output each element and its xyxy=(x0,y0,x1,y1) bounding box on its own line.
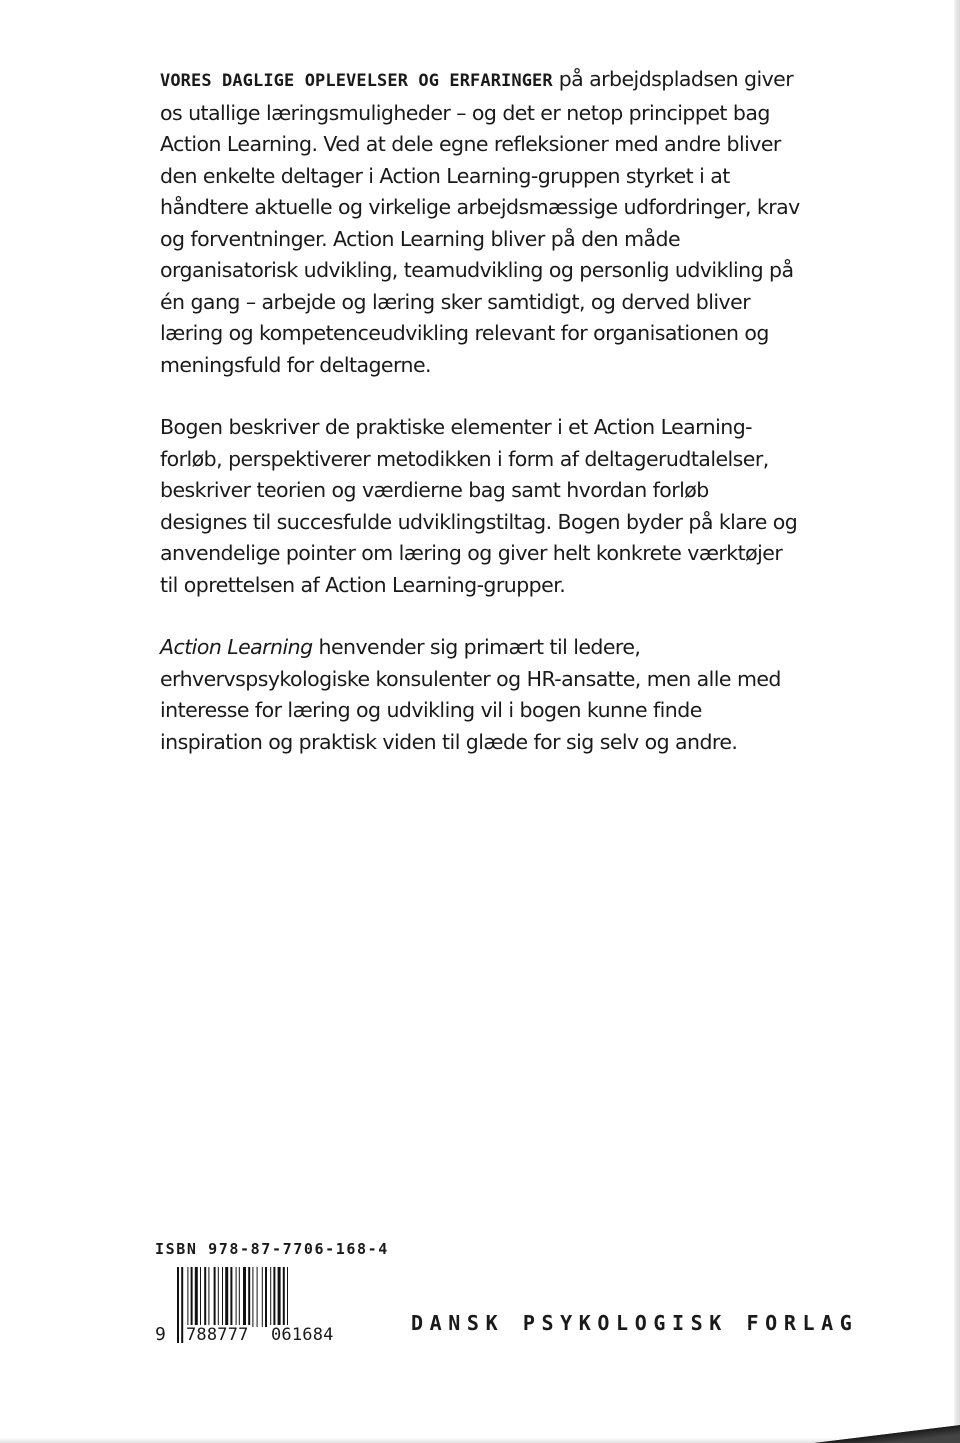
barcode-lead-digit: 9 xyxy=(155,1324,166,1345)
blurb-paragraph-2: Bogen beskriver de praktiske elementer i et Action Learning-forløb, perspektiverer metodikken i form af deltagerudtalelser, beskriver teorien og værdierne bag samt hvordan forløb designes til succesfulde udviklingstiltag. Bogen byder på klare og anvendelige pointer om læring og giver helt konkrete værktøjer til oprettelsen af Action Learning-grupper. xyxy=(160,415,798,597)
barcode-bar xyxy=(218,1267,219,1327)
barcode-bar xyxy=(181,1267,183,1343)
barcode xyxy=(155,1267,365,1345)
barcode-digits-right: 061684 xyxy=(271,1325,334,1345)
isbn-label: ISBN 978-87-7706-168-4 xyxy=(155,1240,389,1258)
barcode-bar xyxy=(214,1267,216,1327)
book-title-italic: Action Learning xyxy=(160,635,313,659)
blurb-lead-caps: VORES DAGLIGE OPLEVELSER OG ERFARINGER xyxy=(160,71,553,91)
page-edge-shadow xyxy=(954,0,960,1443)
barcode-bar xyxy=(195,1267,198,1327)
blurb-paragraph-3-text: henvender sig primært til ledere, erhvervspsykologiske konsulenter og HR-ansatte, men alle med interesse for læring og udvikling vil i bogen kunne finde inspiration og praktisk viden til glæde for sig selv og andre. xyxy=(160,635,781,754)
barcode-bar xyxy=(273,1267,275,1327)
publisher-name: DANSK PSYKOLOGISK FORLAG xyxy=(411,1311,859,1335)
blurb-paragraph-1-text: på arbejdspladsen giver os utallige læringsmuligheder – og det er netop princippet bag Action Learning. Ved at dele egne refleksioner med andre bliver den enkelte deltager i Action Learning-gruppen styrket i at håndtere aktuelle og virkelige arbejdsmæssige udfordringer, krav og forventninger. Action Learning bliver på den måde organisatorisk udvikling, teamudvikling og personlig udvikling på én gang – arbejde og læring sker samtidigt, og derved bliver læring og kompetenceudvikling relevant for organisationen og meningsfuld for deltagerne. xyxy=(160,67,800,377)
barcode-bar xyxy=(262,1267,263,1327)
barcode-bar xyxy=(225,1267,228,1327)
barcode-bar xyxy=(187,1267,188,1327)
barcode-bar xyxy=(243,1267,246,1327)
barcode-bar xyxy=(248,1267,250,1327)
barcode-bar xyxy=(200,1267,201,1327)
back-cover-blurb xyxy=(160,64,800,789)
barcode-bar xyxy=(230,1267,232,1327)
barcode-bar xyxy=(204,1267,206,1327)
barcode-bar xyxy=(191,1267,193,1327)
barcode-bar xyxy=(208,1267,209,1327)
barcode-bar xyxy=(283,1267,285,1327)
barcode-bar xyxy=(252,1267,253,1327)
barcode-bar xyxy=(270,1267,271,1327)
barcode-bar xyxy=(257,1267,258,1327)
blurb-paragraph-3 xyxy=(160,632,800,758)
barcode-bar xyxy=(177,1267,179,1343)
blurb-paragraph-1 xyxy=(160,64,800,381)
isbn-block xyxy=(155,1240,389,1345)
barcode-bar xyxy=(278,1267,281,1327)
barcode-digits-left: 788777 xyxy=(186,1325,249,1345)
barcode-bar xyxy=(265,1267,267,1327)
barcode-bar xyxy=(222,1267,223,1327)
cover-corner xyxy=(810,1421,960,1443)
